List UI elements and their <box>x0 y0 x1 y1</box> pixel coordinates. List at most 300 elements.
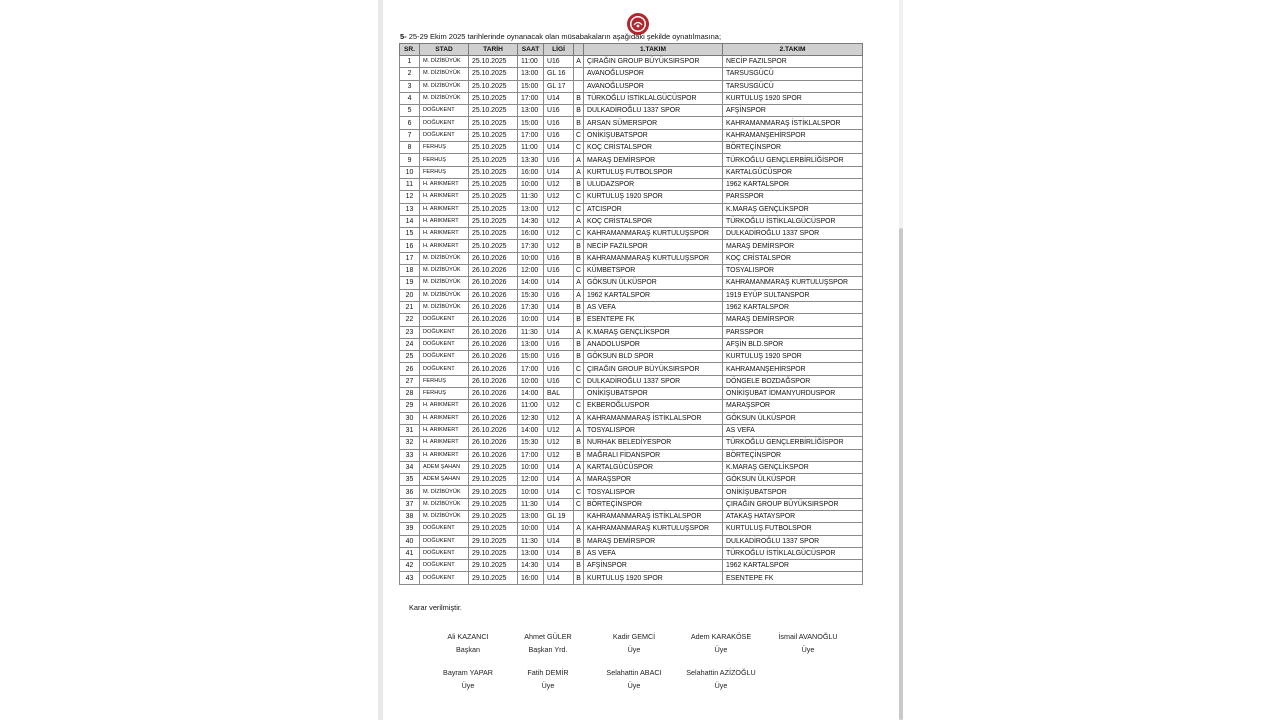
group: A <box>574 154 584 166</box>
decision-closing: Karar verilmiştir. <box>409 603 462 612</box>
table-row <box>400 265 863 277</box>
row-number: 1 <box>400 56 420 68</box>
league: U14 <box>544 560 574 572</box>
match-date: 26.10.2026 <box>469 326 518 338</box>
row-number: 26 <box>400 363 420 375</box>
match-time: 10:00 <box>518 461 544 473</box>
match-time: 11:00 <box>518 142 544 154</box>
match-date: 25.10.2025 <box>469 191 518 203</box>
match-date: 25.10.2025 <box>469 178 518 190</box>
table-row <box>400 277 863 289</box>
column-header: STAD <box>420 44 469 56</box>
match-time: 13:00 <box>518 203 544 215</box>
table-row <box>400 289 863 301</box>
row-number: 14 <box>400 215 420 227</box>
column-header: 2.TAKIM <box>723 44 863 56</box>
away-team: TARSUSGÜCÜ <box>723 80 863 92</box>
group: A <box>574 215 584 227</box>
match-time: 10:00 <box>518 252 544 264</box>
away-team: BÖRTEÇİNSPOR <box>723 142 863 154</box>
signatory-name: Ahmet GÜLER <box>524 632 572 641</box>
row-number: 29 <box>400 400 420 412</box>
league: U14 <box>544 277 574 289</box>
match-time: 17:00 <box>518 92 544 104</box>
home-team: AFŞİNSPOR <box>584 560 723 572</box>
group <box>574 388 584 400</box>
league: U16 <box>544 56 574 68</box>
home-team: ARSAN SÜMERSPOR <box>584 117 723 129</box>
fixtures-body <box>400 56 863 585</box>
signatory-title: Üye <box>801 645 815 654</box>
home-team: TOSYALISPOR <box>584 424 723 436</box>
match-date: 25.10.2025 <box>469 228 518 240</box>
decision-text: 25-29 Ekim 2025 tarihlerinde oynanacak olan müsabakaların aşağıdaki şekilde oynatılmasına; <box>408 32 722 41</box>
table-row <box>400 215 863 227</box>
group: B <box>574 105 584 117</box>
row-number: 24 <box>400 338 420 350</box>
row-number: 37 <box>400 498 420 510</box>
match-date: 26.10.2026 <box>469 388 518 400</box>
table-row <box>400 301 863 313</box>
home-team: AVANOĞLUSPOR <box>584 80 723 92</box>
signature <box>676 666 766 692</box>
match-time: 14:00 <box>518 277 544 289</box>
row-number: 31 <box>400 424 420 436</box>
row-number: 13 <box>400 203 420 215</box>
group: C <box>574 203 584 215</box>
away-team: MARAŞSPOR <box>723 400 863 412</box>
row-number: 15 <box>400 228 420 240</box>
league: U14 <box>544 486 574 498</box>
league: U12 <box>544 400 574 412</box>
venue: M. DİZİBÜYÜK <box>420 92 469 104</box>
match-date: 25.10.2025 <box>469 142 518 154</box>
venue: H. ARIKMERT <box>420 424 469 436</box>
group: B <box>574 92 584 104</box>
away-team: BÖRTEÇİNSPOR <box>723 449 863 461</box>
scrollbar-thumb[interactable] <box>899 228 903 720</box>
home-team: TÜRKOĞLU İSTİKLALGÜCÜSPOR <box>584 92 723 104</box>
group: C <box>574 498 584 510</box>
home-team: ATCISPOR <box>584 203 723 215</box>
table-row <box>400 572 863 584</box>
league: U12 <box>544 424 574 436</box>
match-time: 11:00 <box>518 56 544 68</box>
group: A <box>574 289 584 301</box>
away-team: 1962 KARTALSPOR <box>723 301 863 313</box>
away-team: ÇIRAĞIN GROUP BÜYÜKSIRSPOR <box>723 498 863 510</box>
venue: M. DİZİBÜYÜK <box>420 56 469 68</box>
match-date: 25.10.2025 <box>469 154 518 166</box>
table-row <box>400 461 863 473</box>
match-date: 29.10.2025 <box>469 547 518 559</box>
match-date: 26.10.2026 <box>469 301 518 313</box>
away-team: AFŞİN BLD.SPOR <box>723 338 863 350</box>
away-team: TOSYALISPOR <box>723 265 863 277</box>
table-row <box>400 351 863 363</box>
signatory-name: İsmail AVANOĞLU <box>778 632 838 641</box>
signatory-name: Selahattin ABACI <box>606 668 662 677</box>
league: U16 <box>544 105 574 117</box>
row-number: 18 <box>400 265 420 277</box>
venue: ADEM ŞAHAN <box>420 474 469 486</box>
row-number: 11 <box>400 178 420 190</box>
match-date: 29.10.2025 <box>469 572 518 584</box>
decision-heading <box>400 32 870 41</box>
away-team: DÖNGELE BOZDAĞSPOR <box>723 375 863 387</box>
match-date: 25.10.2025 <box>469 68 518 80</box>
venue: ADEM ŞAHAN <box>420 461 469 473</box>
group: A <box>574 56 584 68</box>
table-row <box>400 178 863 190</box>
row-number: 19 <box>400 277 420 289</box>
venue: M. DİZİBÜYÜK <box>420 252 469 264</box>
row-number: 9 <box>400 154 420 166</box>
match-time: 15:00 <box>518 80 544 92</box>
match-date: 26.10.2026 <box>469 252 518 264</box>
league: U14 <box>544 523 574 535</box>
row-number: 30 <box>400 412 420 424</box>
match-time: 13:00 <box>518 68 544 80</box>
table-row <box>400 486 863 498</box>
group: B <box>574 240 584 252</box>
home-team: KURTULUŞ FUTBOLSPOR <box>584 166 723 178</box>
scrollbar[interactable] <box>899 0 903 720</box>
venue: DOĞUKENT <box>420 363 469 375</box>
row-number: 27 <box>400 375 420 387</box>
table-row <box>400 228 863 240</box>
home-team: GÖKSUN ÜLKÜSPOR <box>584 277 723 289</box>
home-team: KOÇ CRİSTALSPOR <box>584 142 723 154</box>
match-time: 14:30 <box>518 215 544 227</box>
home-team: KAHRAMANMARAŞ İSTİKLALSPOR <box>584 510 723 522</box>
match-date: 26.10.2026 <box>469 289 518 301</box>
signatory-title: Başkan <box>456 645 480 654</box>
venue: DOĞUKENT <box>420 314 469 326</box>
match-time: 13:00 <box>518 510 544 522</box>
decision-number: 5- <box>400 32 407 41</box>
home-team: TOSYALISPOR <box>584 486 723 498</box>
group: C <box>574 486 584 498</box>
column-header: SAAT <box>518 44 544 56</box>
row-number: 43 <box>400 572 420 584</box>
match-date: 25.10.2025 <box>469 117 518 129</box>
match-time: 11:30 <box>518 535 544 547</box>
away-team: GÖKSUN ÜLKÜSPOR <box>723 412 863 424</box>
venue: DOĞUKENT <box>420 338 469 350</box>
home-team: EKBEROĞLUSPOR <box>584 400 723 412</box>
match-time: 11:30 <box>518 191 544 203</box>
away-team: 1962 KARTALSPOR <box>723 178 863 190</box>
group: A <box>574 166 584 178</box>
home-team: KAHRAMANMARAŞ KURTULUŞSPOR <box>584 523 723 535</box>
away-team: TÜRKOĞLU İSTİKLALGÜCÜSPOR <box>723 215 863 227</box>
group: A <box>574 326 584 338</box>
home-team: ANADOLUSPOR <box>584 338 723 350</box>
table-row <box>400 424 863 436</box>
venue: FERHUŞ <box>420 166 469 178</box>
match-date: 29.10.2025 <box>469 486 518 498</box>
signature <box>503 630 593 656</box>
match-time: 14:00 <box>518 424 544 436</box>
match-time: 12:30 <box>518 412 544 424</box>
match-date: 25.10.2025 <box>469 215 518 227</box>
venue: M. DİZİBÜYÜK <box>420 486 469 498</box>
match-time: 10:00 <box>518 523 544 535</box>
signature <box>589 630 679 656</box>
away-team: K.MARAŞ GENÇLİKSPOR <box>723 203 863 215</box>
league: U12 <box>544 178 574 190</box>
home-team: KÜMBETSPOR <box>584 265 723 277</box>
league: U14 <box>544 326 574 338</box>
match-date: 29.10.2025 <box>469 560 518 572</box>
away-team: KOÇ CRİSTALSPOR <box>723 252 863 264</box>
venue: DOĞUKENT <box>420 117 469 129</box>
venue: DOĞUKENT <box>420 572 469 584</box>
signatory-name: Adem KARAKÖSE <box>690 632 752 641</box>
league: U16 <box>544 363 574 375</box>
match-date: 29.10.2025 <box>469 461 518 473</box>
signatory-name: Selahattin AZİZOĞLU <box>686 668 756 677</box>
league: U16 <box>544 129 574 141</box>
row-number: 28 <box>400 388 420 400</box>
signature <box>503 666 593 692</box>
group: B <box>574 449 584 461</box>
signatory-name: Bayram YAPAR <box>443 668 493 677</box>
venue: DOĞUKENT <box>420 326 469 338</box>
match-time: 11:30 <box>518 498 544 510</box>
venue: M. DİZİBÜYÜK <box>420 265 469 277</box>
away-team: KAHRAMANMARAŞ KURTULUŞSPOR <box>723 277 863 289</box>
row-number: 32 <box>400 437 420 449</box>
match-time: 10:00 <box>518 178 544 190</box>
match-time: 16:00 <box>518 228 544 240</box>
away-team: K.MARAŞ GENÇLİKSPOR <box>723 461 863 473</box>
away-team: PARSSPOR <box>723 326 863 338</box>
match-time: 15:30 <box>518 437 544 449</box>
table-row <box>400 498 863 510</box>
home-team: ULUDAZSPOR <box>584 178 723 190</box>
venue: H. ARIKMERT <box>420 191 469 203</box>
away-team: KURTULUŞ 1920 SPOR <box>723 351 863 363</box>
signature <box>423 630 513 656</box>
row-number: 20 <box>400 289 420 301</box>
match-time: 15:00 <box>518 351 544 363</box>
signatory-title: Başkan Yrd. <box>528 645 568 654</box>
table-row <box>400 191 863 203</box>
home-team: KOÇ CRİSTALSPOR <box>584 215 723 227</box>
away-team: KAHRAMANŞEHİRSPOR <box>723 363 863 375</box>
group: C <box>574 375 584 387</box>
venue: M. DİZİBÜYÜK <box>420 68 469 80</box>
table-row <box>400 338 863 350</box>
home-team: 1962 KARTALSPOR <box>584 289 723 301</box>
row-number: 5 <box>400 105 420 117</box>
signature <box>589 666 679 692</box>
group: B <box>574 560 584 572</box>
home-team: KURTULUŞ 1920 SPOR <box>584 572 723 584</box>
group: A <box>574 474 584 486</box>
away-team: TÜRKOĞLU İSTİKLALGÜCÜSPOR <box>723 547 863 559</box>
league: GL 19 <box>544 510 574 522</box>
match-time: 13:00 <box>518 338 544 350</box>
venue: FERHUŞ <box>420 388 469 400</box>
match-time: 17:30 <box>518 240 544 252</box>
row-number: 12 <box>400 191 420 203</box>
venue: H. ARIKMERT <box>420 400 469 412</box>
table-row <box>400 203 863 215</box>
league: U14 <box>544 498 574 510</box>
league: U14 <box>544 301 574 313</box>
venue: FERHUŞ <box>420 142 469 154</box>
group: B <box>574 301 584 313</box>
table-row <box>400 375 863 387</box>
away-team: TARSUSGÜCÜ <box>723 68 863 80</box>
league: U12 <box>544 437 574 449</box>
home-team: KAHRAMANMARAŞ KURTULUŞSPOR <box>584 252 723 264</box>
match-date: 26.10.2026 <box>469 265 518 277</box>
table-row <box>400 523 863 535</box>
match-time: 12:00 <box>518 474 544 486</box>
home-team: KURTULUŞ 1920 SPOR <box>584 191 723 203</box>
row-number: 17 <box>400 252 420 264</box>
home-team: AVANOĞLUSPOR <box>584 68 723 80</box>
league: U14 <box>544 142 574 154</box>
table-row <box>400 142 863 154</box>
league: U12 <box>544 449 574 461</box>
row-number: 8 <box>400 142 420 154</box>
signatory-title: Üye <box>627 681 641 690</box>
league: U16 <box>544 265 574 277</box>
venue: H. ARIKMERT <box>420 449 469 461</box>
league: GL 16 <box>544 68 574 80</box>
match-time: 16:00 <box>518 572 544 584</box>
match-time: 17:30 <box>518 301 544 313</box>
row-number: 23 <box>400 326 420 338</box>
signatory-title: Üye <box>541 681 555 690</box>
row-number: 36 <box>400 486 420 498</box>
away-team: KARTALGÜCÜSPOR <box>723 166 863 178</box>
table-row <box>400 412 863 424</box>
away-team: 1919 EYÜP SULTANSPOR <box>723 289 863 301</box>
match-time: 10:00 <box>518 314 544 326</box>
match-time: 15:00 <box>518 117 544 129</box>
group: C <box>574 228 584 240</box>
row-number: 16 <box>400 240 420 252</box>
away-team: DULKADİROĞLU 1337 SPOR <box>723 228 863 240</box>
table-row <box>400 437 863 449</box>
league: U12 <box>544 412 574 424</box>
venue: DOĞUKENT <box>420 351 469 363</box>
home-team: KARTALGÜCÜSPOR <box>584 461 723 473</box>
away-team: ONİKİŞUBATSPOR <box>723 486 863 498</box>
venue: DOĞUKENT <box>420 129 469 141</box>
match-date: 26.10.2026 <box>469 375 518 387</box>
table-row <box>400 252 863 264</box>
away-team: GÖKSUN ÜLKÜSPOR <box>723 474 863 486</box>
row-number: 4 <box>400 92 420 104</box>
away-team: 1962 KARTALSPOR <box>723 560 863 572</box>
table-row <box>400 105 863 117</box>
match-time: 11:30 <box>518 326 544 338</box>
match-date: 26.10.2026 <box>469 314 518 326</box>
table-row <box>400 388 863 400</box>
group: B <box>574 351 584 363</box>
group: A <box>574 424 584 436</box>
table-row <box>400 400 863 412</box>
league: U14 <box>544 572 574 584</box>
home-team: ONİKİŞUBATSPOR <box>584 129 723 141</box>
column-header: TARİH <box>469 44 518 56</box>
away-team: KAHRAMANMARAŞ İSTİKLALSPOR <box>723 117 863 129</box>
match-time: 10:00 <box>518 375 544 387</box>
group <box>574 68 584 80</box>
venue: M. DİZİBÜYÜK <box>420 277 469 289</box>
league: U12 <box>544 191 574 203</box>
group: C <box>574 142 584 154</box>
row-number: 6 <box>400 117 420 129</box>
table-row <box>400 129 863 141</box>
group: B <box>574 252 584 264</box>
group: C <box>574 129 584 141</box>
table-row <box>400 474 863 486</box>
table-row <box>400 92 863 104</box>
venue: DOĞUKENT <box>420 535 469 547</box>
league: U14 <box>544 92 574 104</box>
venue: DOĞUKENT <box>420 105 469 117</box>
match-date: 25.10.2025 <box>469 203 518 215</box>
group: B <box>574 535 584 547</box>
row-number: 42 <box>400 560 420 572</box>
group: A <box>574 277 584 289</box>
home-team: KAHRAMANMARAŞ İSTİKLALSPOR <box>584 412 723 424</box>
league: U14 <box>544 166 574 178</box>
away-team: KURTULUŞ FUTBOLSPOR <box>723 523 863 535</box>
league: U14 <box>544 535 574 547</box>
venue: H. ARIKMERT <box>420 437 469 449</box>
group: B <box>574 314 584 326</box>
table-row <box>400 314 863 326</box>
column-header: LİGİ <box>544 44 574 56</box>
row-number: 7 <box>400 129 420 141</box>
row-number: 38 <box>400 510 420 522</box>
group: C <box>574 363 584 375</box>
venue: M. DİZİBÜYÜK <box>420 498 469 510</box>
match-date: 25.10.2025 <box>469 92 518 104</box>
group: B <box>574 547 584 559</box>
venue: DOĞUKENT <box>420 560 469 572</box>
away-team: DULKADİROĞLU 1337 SPOR <box>723 535 863 547</box>
table-row <box>400 80 863 92</box>
match-time: 13:00 <box>518 105 544 117</box>
table-row <box>400 154 863 166</box>
match-date: 29.10.2025 <box>469 474 518 486</box>
group: C <box>574 400 584 412</box>
away-team: TÜRKOĞLU GENÇLERBİRLİĞİSPOR <box>723 437 863 449</box>
home-team: ONİKİŞUBATSPOR <box>584 388 723 400</box>
home-team: DULKADİROĞLU 1337 SPOR <box>584 105 723 117</box>
venue: DOĞUKENT <box>420 523 469 535</box>
group: A <box>574 461 584 473</box>
league: U16 <box>544 338 574 350</box>
away-team: PARSSPOR <box>723 191 863 203</box>
venue: M. DİZİBÜYÜK <box>420 510 469 522</box>
away-team: NECİP FAZILSPOR <box>723 56 863 68</box>
league: U14 <box>544 314 574 326</box>
match-date: 26.10.2026 <box>469 338 518 350</box>
match-date: 29.10.2025 <box>469 498 518 510</box>
away-team: AFŞİNSPOR <box>723 105 863 117</box>
